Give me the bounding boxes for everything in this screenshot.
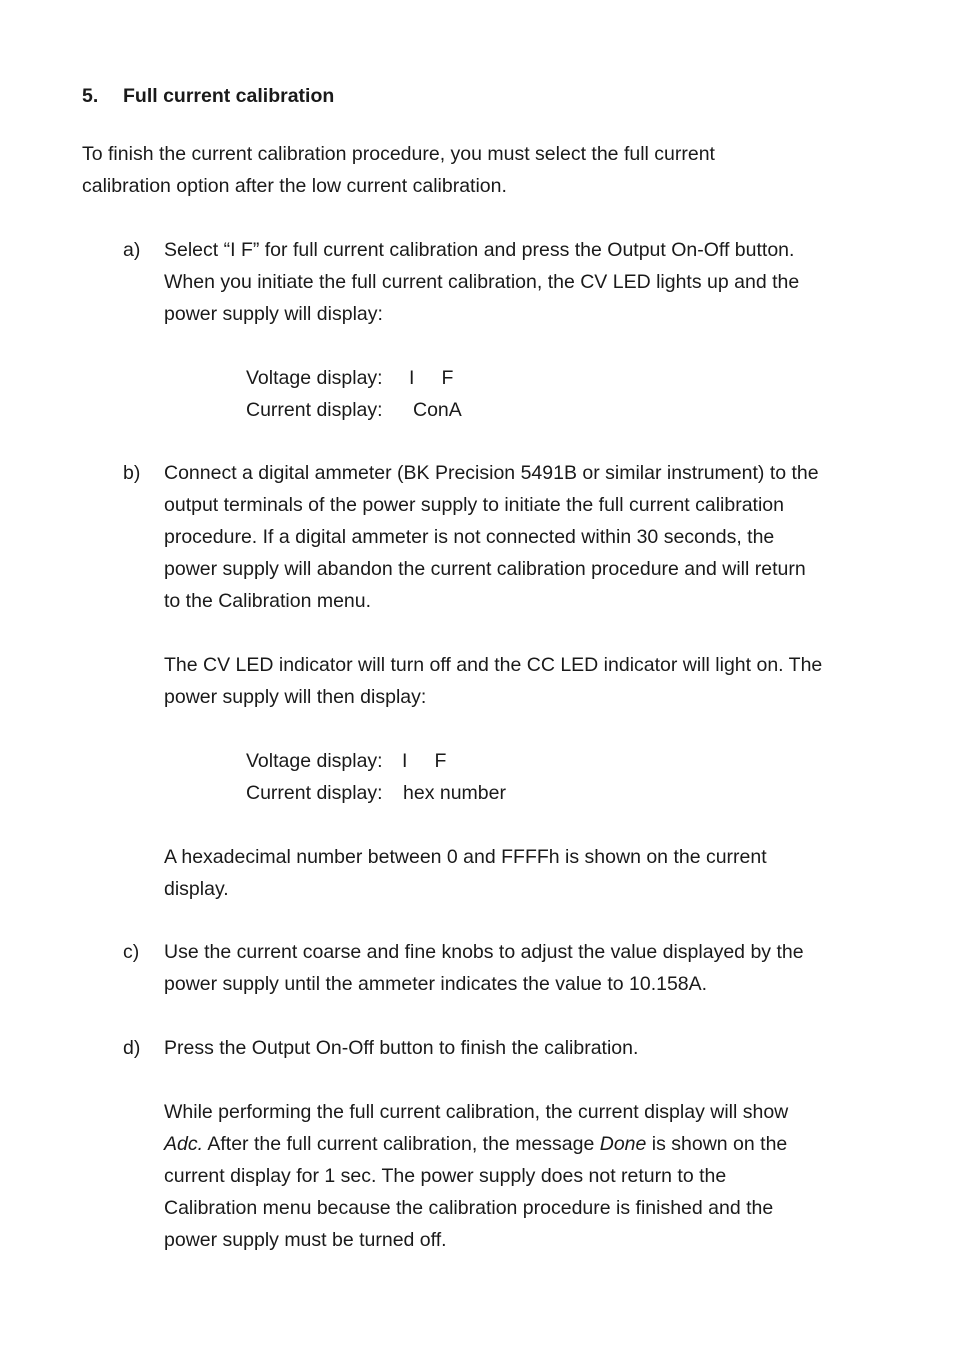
intro-line: To finish the current calibration procedure, you must select the full current — [82, 143, 715, 165]
section-number: 5. — [82, 85, 99, 107]
step-b-voltage-label: Voltage display: — [246, 750, 383, 772]
step-b-line: Connect a digital ammeter (BK Precision 5491B or similar instrument) to the — [164, 462, 819, 484]
step-c-line: Use the current coarse and fine knobs to adjust the value displayed by the — [164, 941, 804, 963]
section-title: Full current calibration — [123, 85, 335, 107]
step-b-line: to the Calibration menu. — [164, 590, 372, 612]
step-b-line: power supply will then display: — [164, 686, 427, 708]
step-b-line: A hexadecimal number between 0 and FFFFh is shown on the current — [164, 846, 767, 868]
step-b-current-label: Current display: — [246, 782, 383, 804]
step-b-line: power supply will abandon the current calibration procedure and will return — [164, 558, 806, 580]
step-b-line: output terminals of the power supply to initiate the full current calibration — [164, 494, 785, 516]
step-b-current-value: hex number — [403, 782, 506, 804]
step-a-line: When you initiate the full current calibration, the CV LED lights up and the — [164, 271, 800, 293]
step-a-current-value: ConA — [413, 399, 462, 421]
step-a-voltage-label: Voltage display: — [246, 367, 383, 389]
step-c-line: power supply until the ammeter indicates the value to 10.158A. — [164, 973, 708, 995]
done-text: Done — [599, 1133, 647, 1155]
step-b-marker: b) — [123, 462, 141, 484]
step-b-line: display. — [164, 878, 229, 900]
step-d-marker: d) — [123, 1037, 141, 1059]
step-c-marker: c) — [123, 941, 140, 963]
step-d-line: Press the Output On-Off button to finish the calibration. — [164, 1037, 639, 1059]
step-d-para-line: While performing the full current calibration, the current display will show — [164, 1101, 789, 1123]
para-text: is shown on the — [646, 1133, 788, 1155]
step-a-line: Select “I F” for full current calibration and press the Output On-Off button. — [164, 239, 795, 261]
step-b-line: procedure. If a digital ammeter is not connected within 30 seconds, the — [164, 526, 775, 548]
adc-text: Adc. — [164, 1133, 204, 1155]
para-text: After the full current calibration, the message — [203, 1133, 600, 1155]
step-d-para-line — [164, 1128, 787, 1160]
step-d-para-line: Calibration menu because the calibration procedure is finished and the — [164, 1197, 774, 1219]
intro-line: calibration option after the low current calibration. — [82, 175, 507, 197]
step-b-line: The CV LED indicator will turn off and the CC LED indicator will light on. The — [164, 654, 823, 676]
step-d-para-line: current display for 1 sec. The power supply does not return to the — [164, 1165, 727, 1187]
step-a-voltage-value: I F — [409, 367, 454, 389]
step-a-current-label: Current display: — [246, 399, 383, 421]
step-a-marker: a) — [123, 239, 141, 261]
step-b-voltage-value: I F — [402, 750, 447, 772]
step-d-para-line: power supply must be turned off. — [164, 1229, 447, 1251]
step-a-line: power supply will display: — [164, 303, 383, 325]
